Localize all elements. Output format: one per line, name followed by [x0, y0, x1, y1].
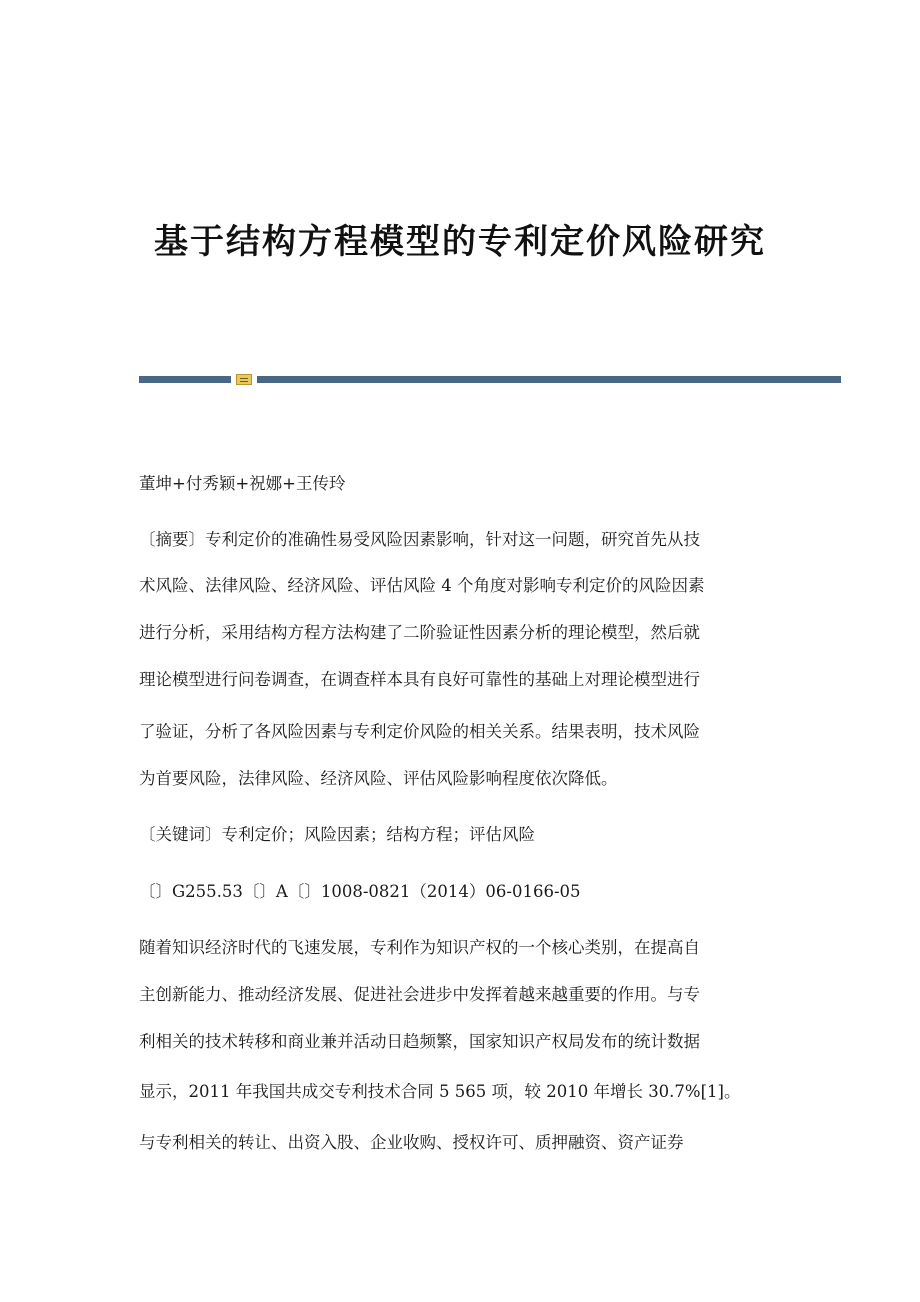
abstract-line: 理论模型进行问卷调查，在调查样本具有良好可靠性的基础上对理论模型进行 — [139, 670, 700, 689]
document-title: 基于结构方程模型的专利定价风险研究 — [154, 222, 766, 262]
divider-bar-left — [139, 376, 231, 383]
abstract-line: 术风险、法律风险、经济风险、评估风险 4 个角度对影响专利定价的风险因素 — [139, 576, 705, 595]
body-line: 随着知识经济时代的飞速发展，专利作为知识产权的一个核心类别，在提高自 — [139, 938, 700, 957]
body-line: 利相关的技术转移和商业兼并活动日趋频繁，国家知识产权局发布的统计数据 — [139, 1032, 700, 1051]
authors: 董坤+付秀颖+祝娜+王传玲 — [139, 474, 346, 493]
divider-ornament-icon — [236, 374, 252, 385]
body-line: 与专利相关的转让、出资入股、企业收购、授权许可、质押融资、资产证券 — [139, 1133, 684, 1152]
abstract-line: 进行分析，采用结构方程方法构建了二阶验证性因素分析的理论模型，然后就 — [139, 623, 700, 642]
body-line: 显示，2011 年我国共成交专利技术合同 5 565 项，较 2010 年增长 30.7%[1]。 — [139, 1082, 741, 1101]
title-divider — [139, 374, 841, 386]
abstract-line: 了验证，分析了各风险因素与专利定价风险的相关关系。结果表明，技术风险 — [139, 722, 700, 741]
body-line: 主创新能力、推动经济发展、促进社会进步中发挥着越来越重要的作用。与专 — [139, 985, 700, 1004]
keywords: 〔关键词〕专利定价；风险因素；结构方程；评估风险 — [139, 825, 535, 844]
divider-bar-right — [257, 376, 841, 383]
abstract-line: 〔摘要〕专利定价的准确性易受风险因素影响，针对这一问题，研究首先从技 — [139, 530, 700, 549]
classification-info: 〔〕G255.53〔〕A〔〕1008-0821（2014）06-0166-05 — [139, 882, 581, 901]
abstract-line: 为首要风险，法律风险、经济风险、评估风险影响程度依次降低。 — [139, 769, 618, 788]
